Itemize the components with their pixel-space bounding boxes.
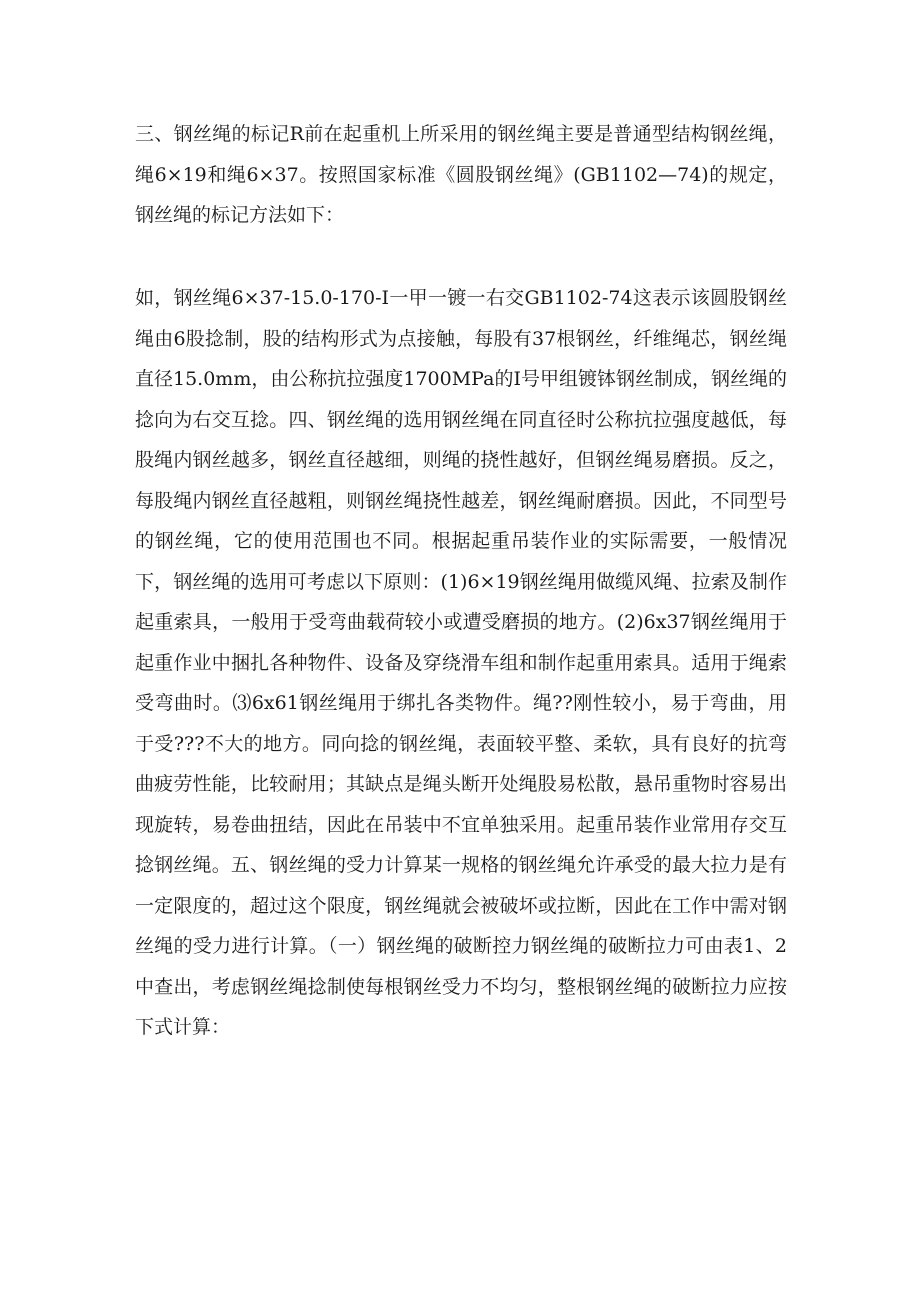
paragraph-wire-rope-marking: 三、钢丝绳的标记R前在起重机上所采用的钢丝绳主要是普通型结构钢丝绳，绳6×19和绳6×37。按照国家标准《圆股钢丝绳》(GB1102—74)的规定，钢丝绳的标记方法如下： [135,123,787,226]
paragraph-wire-rope-selection-and-force: 如，钢丝绳6×37-15.0-170-I一甲一镀一右交GB1102-74这表示该圆股钢丝绳由6股捻制，股的结构形式为点接触，每股有37根钢丝，纤维绳芯，钢丝绳直径15.0mm，由公称抗拉强度1700MPa的I号甲组镀钵钢丝制成，钢丝绳的捻向为右交互捻。四、钢丝绳的选用钢丝绳在同直径时公称抗拉强度越低，每股绳内钢丝越多，钢丝直径越细，则绳的挠性越好，但钢丝绳易磨损。反之，每股绳内钢丝直径越粗，则钢丝绳挠性越差，钢丝绳耐磨损。因此，不同型号的钢丝绳，它的使用范围也不同。根据起重吊装作业的实际需要，一般情况下，钢丝绳的选用可考虑以下原则：(1)6×19钢丝绳用做缆风绳、拉索及制作起重索具，一般用于受弯曲载荷较小或遭受磨损的地方。(2)6x37钢丝绳用于起重作业中捆扎各种物件、设备及穿绕滑车组和制作起重用索具。适用于绳索受弯曲时。⑶6x61钢丝绳用于绑扎各类物件。绳??刚性较小，易于弯曲，用于受???不大的地方。同向捻的钢丝绳，表面较平整、柔软，具有良好的抗弯曲疲劳性能，比较耐用；其缺点是绳头断开处绳股易松散，悬吊重物时容易出现旋转，易卷曲扭结，因此在吊装中不宜单独采用。起重吊装作业常用存交互捻钢丝绳。五、钢丝绳的受力计算某一规格的钢丝绳允许承受的最大拉力是有一定限度的，超过这个限度，钢丝绳就会被破坏或拉断，因此在工作中需对钢丝绳的受力进行计算。（一）钢丝绳的破断控力钢丝绳的破断拉力可由表1、2中查出，考虑钢丝绳捻制使每根钢丝受力不均匀，整根钢丝绳的破断拉力应按下式计算： [135,287,787,1038]
